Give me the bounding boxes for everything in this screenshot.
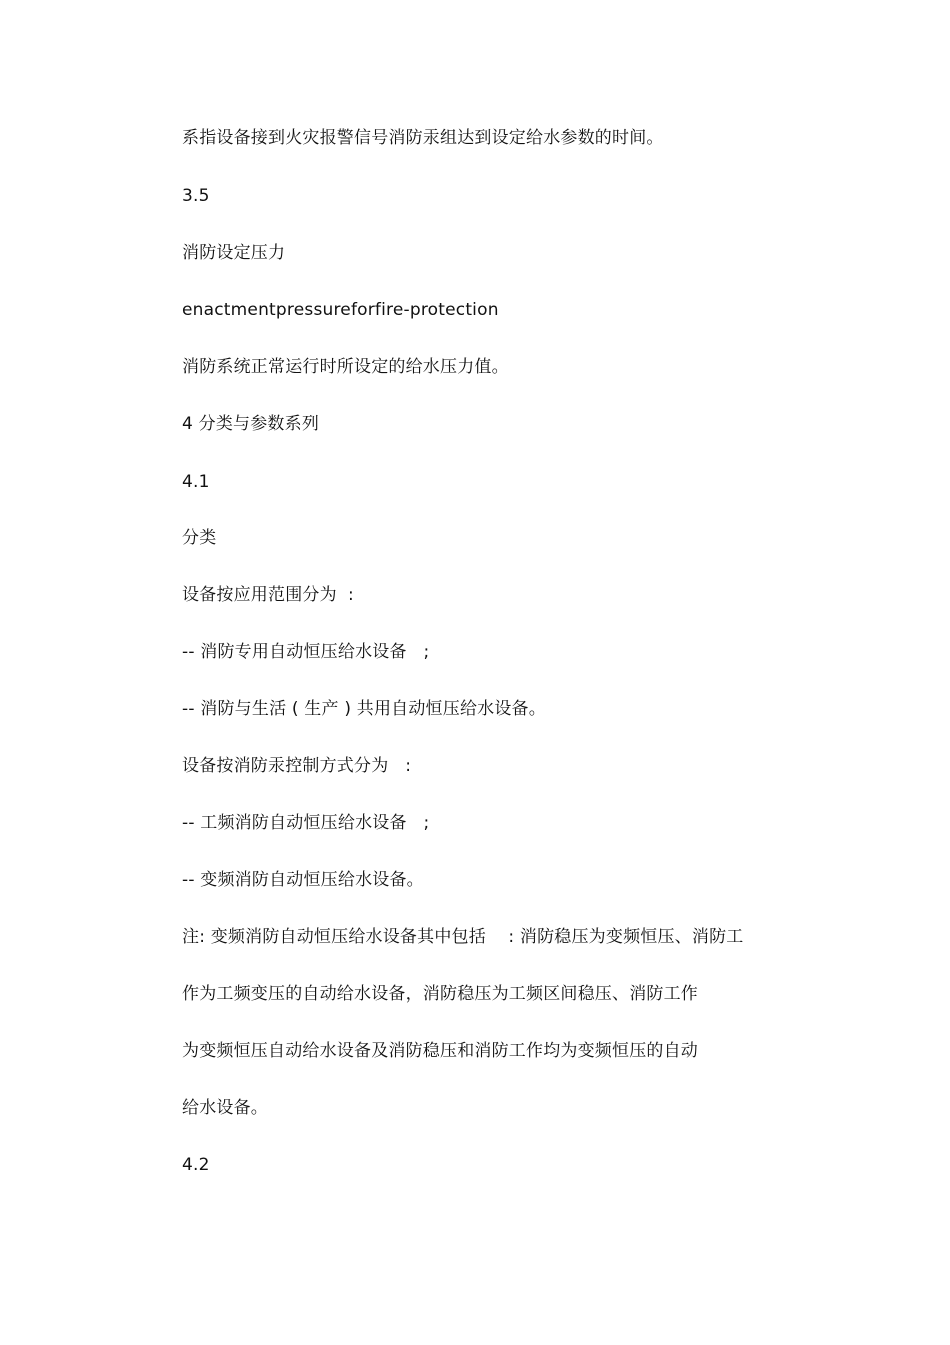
classification-by-application-intro: 设备按应用范围分为 : xyxy=(182,585,354,605)
list-item-dedicated-fire-equipment: -- 消防专用自动恒压给水设备 ; xyxy=(182,642,430,662)
section-title-classification: 分类 xyxy=(182,528,217,548)
term-definition: 消防系统正常运行时所设定的给水压力值。 xyxy=(182,357,509,377)
note-line-2: 作为工频变压的自动给水设备，消防稳压为工频区间稳压、消防工作 xyxy=(182,984,698,1004)
list-item-variable-frequency-equipment: -- 变频消防自动恒压给水设备。 xyxy=(182,870,424,890)
list-item-power-frequency-equipment: -- 工频消防自动恒压给水设备 ; xyxy=(182,813,430,833)
classification-by-control-intro: 设备按消防汞控制方式分为 : xyxy=(182,756,412,776)
term-title-en: enactmentpressureforfire-protection xyxy=(182,300,499,320)
note-line-3: 为变频恒压自动给水设备及消防稳压和消防工作均为变频恒压的自动 xyxy=(182,1041,698,1061)
section-number-4-2: 4.2 xyxy=(182,1155,210,1175)
paragraph-response-time-definition: 系指设备接到火灾报警信号消防汞组达到设定给水参数的时间。 xyxy=(182,128,664,148)
section-number-4-1: 4.1 xyxy=(182,472,210,492)
term-title-cn: 消防设定压力 xyxy=(182,243,286,263)
chapter-heading-4: 4 分类与参数系列 xyxy=(182,414,320,434)
note-line-4: 给水设备。 xyxy=(182,1098,268,1118)
list-item-shared-equipment: -- 消防与生活 ( 生产 ) 共用自动恒压给水设备。 xyxy=(182,699,546,719)
note-line-1: 注: 变频消防自动恒压给水设备其中包括 : 消防稳压为变频恒压、消防工 xyxy=(182,927,744,947)
section-number-3-5: 3.5 xyxy=(182,186,210,206)
